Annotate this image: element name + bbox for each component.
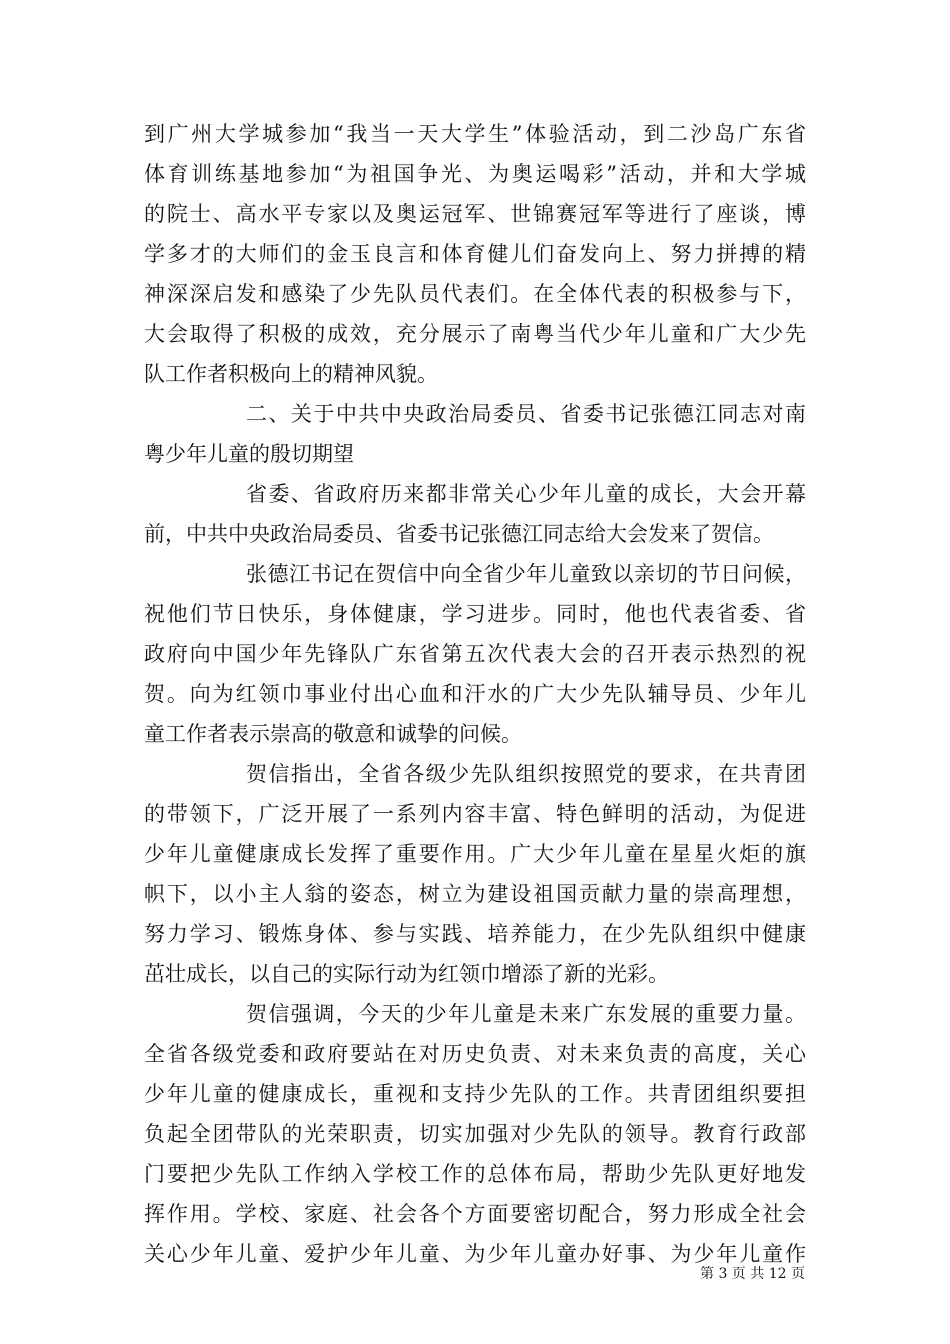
text-line: 祝他们节日快乐，身体健康，学习进步。同时，他也代表省委、省: [144, 602, 806, 626]
text-line: 少年儿童健康成长发挥了重要作用。广大少年儿童在星星火炬的旗: [144, 842, 806, 866]
text-line: 挥作用。学校、家庭、社会各个方面要密切配合，努力形成全社会: [144, 1202, 806, 1226]
text-line: 学多才的大师们的金玉良言和体育健儿们奋发向上、努力拼搏的精: [144, 242, 806, 266]
text-line: 的带领下，广泛开展了一系列内容丰富、特色鲜明的活动，为促进: [144, 802, 806, 826]
text-line: 帜下，以小主人翁的姿态，树立为建设祖国贡献力量的崇高理想，: [144, 882, 806, 906]
text-line: 张德江书记在贺信中向全省少年儿童致以亲切的节日问候，: [246, 562, 806, 586]
text-line: 政府向中国少年先锋队广东省第五次代表大会的召开表示热烈的祝: [144, 642, 806, 666]
text-line: 童工作者表示崇高的敬意和诚挚的问候。: [144, 722, 522, 746]
page-number: 第 3 页 共 12 页: [700, 1266, 805, 1282]
text-line: 神深深启发和感染了少先队员代表们。在全体代表的积极参与下，: [144, 282, 806, 306]
text-line: 体育训练基地参加“为祖国争光、为奥运喝彩”活动，并和大学城: [144, 162, 806, 186]
text-line: 贺。向为红领巾事业付出心血和汗水的广大少先队辅导员、少年儿: [144, 682, 806, 706]
text-line: 省委、省政府历来都非常关心少年儿童的成长，大会开幕: [246, 482, 806, 506]
section-heading-line: 二、关于中共中央政治局委员、省委书记张德江同志对南: [246, 402, 806, 426]
text-line: 前，中共中央政治局委员、省委书记张德江同志给大会发来了贺信。: [144, 522, 774, 546]
text-line: 大会取得了积极的成效，充分展示了南粤当代少年儿童和广大少先: [144, 322, 806, 346]
text-line: 关心少年儿童、爱护少年儿童、为少年儿童办好事、为少年儿童作: [144, 1242, 806, 1266]
text-line: 负起全团带队的光荣职责，切实加强对少先队的领导。教育行政部: [144, 1122, 806, 1146]
text-line: 茁壮成长，以自己的实际行动为红领巾增添了新的光彩。: [144, 962, 669, 986]
text-line: 贺信指出，全省各级少先队组织按照党的要求，在共青团: [246, 762, 806, 786]
text-line: 贺信强调，今天的少年儿童是未来广东发展的重要力量。: [246, 1002, 806, 1026]
section-heading-line: 粤少年儿童的殷切期望: [144, 442, 354, 466]
text-line: 队工作者积极向上的精神风貌。: [144, 362, 438, 386]
text-line: 努力学习、锻炼身体、参与实践、培养能力，在少先队组织中健康: [144, 922, 806, 946]
text-line: 的院士、高水平专家以及奥运冠军、世锦赛冠军等进行了座谈，博: [144, 202, 806, 226]
text-line: 到广州大学城参加“我当一天大学生”体验活动，到二沙岛广东省: [144, 122, 806, 146]
text-line: 少年儿童的健康成长，重视和支持少先队的工作。共青团组织要担: [144, 1082, 806, 1106]
text-line: 门要把少先队工作纳入学校工作的总体布局，帮助少先队更好地发: [144, 1162, 806, 1186]
text-line: 全省各级党委和政府要站在对历史负责、对未来负责的高度，关心: [144, 1042, 806, 1066]
